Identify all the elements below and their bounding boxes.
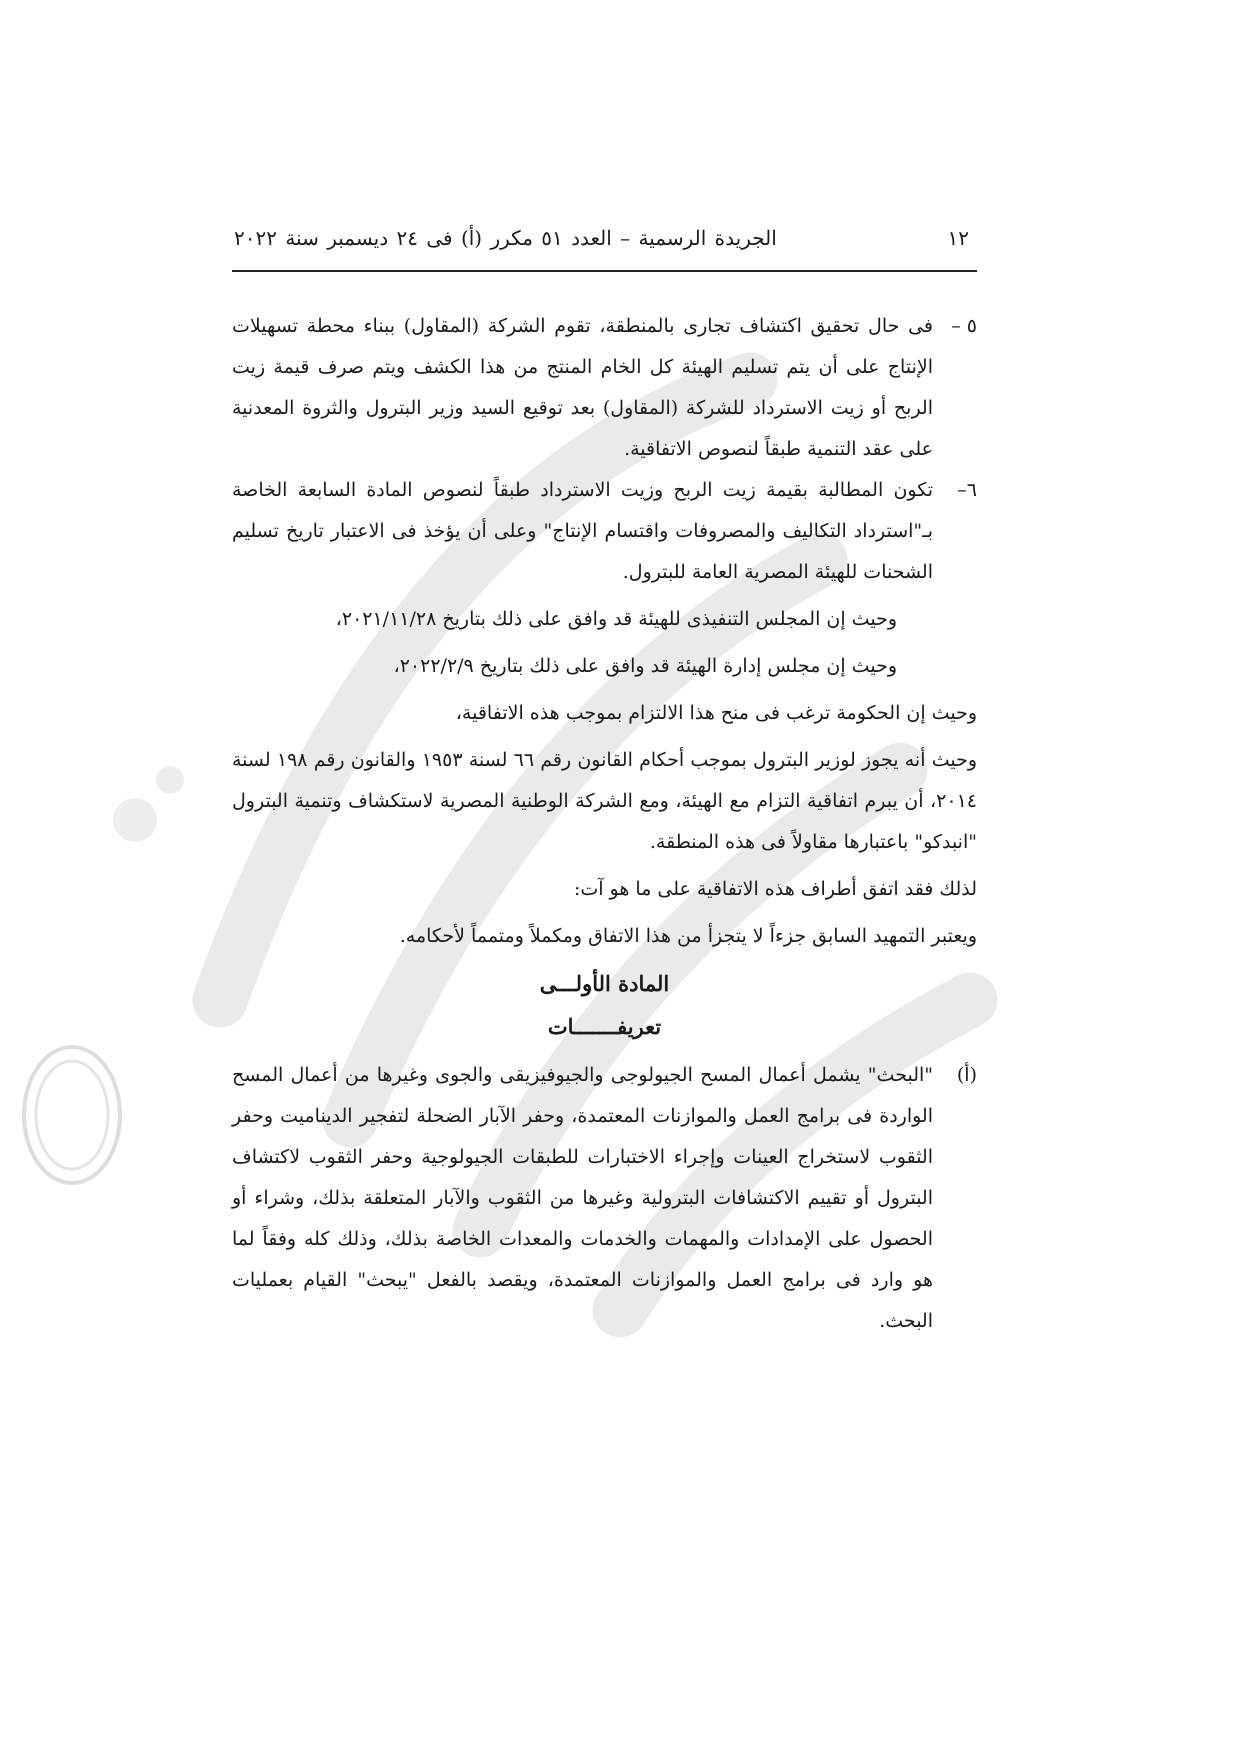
definitions-heading: تعريفـــــــات [547, 1014, 662, 1039]
paragraph-board-approval: وحيث إن مجلس إدارة الهيئة قد وافق على ذلك بتاريخ ٢٠٢٢/٢/٩، [393, 655, 897, 677]
numbered-item-6 [232, 470, 977, 593]
paragraph-preamble: ويعتبر التمهيد السابق جزءاً لا يتجزأ من هذا الاتفاق ومكملاً ومتمماً لأحكامه. [399, 925, 977, 947]
document-body [232, 306, 977, 1342]
paragraph-executive-approval: وحيث إن المجلس التنفيذى للهيئة قد وافق على ذلك بتاريخ ٢٠٢١/١١/٢٨، [335, 608, 897, 630]
item-text: "البحث" يشمل أعمال المسح الجيولوجى والجيوفيزيقى والجوى وغيرها من أعمال المسح الواردة فى برامج العمل والموازنات المعتمدة، وحفر الآبار الضحلة لتفجير الديناميت وحفر الثقوب لاستخراج العينات وإجراء الاختبارات للطبقات الجيولوجية وحفر الثقوب لاكتشاف البترول أو تقييم الاكتشافات البترولية وغيرها من الثقوب والآبار المتعلقة بذلك، وشراء أو الحصول على الإمدادات والمهمات والخدمات والمعدات الخاصة بذلك، وذلك كله وفقاً لما هو وارد فى برامج العمل والموازنات المعتمدة، ويقصد بالفعل "يبحث" القيام بعمليات البحث. [232, 1064, 933, 1332]
item-number: (أ) [956, 1064, 977, 1086]
seal-watermark [12, 1040, 122, 1190]
item-text: فى حال تحقيق اكتشاف تجارى بالمنطقة، تقوم الشركة (المقاول) ببناء محطة تسهيلات الإنتاج على أن يتم تسليم الهيئة كل الخام المنتج من هذا الكشف ويتم صرف قيمة زيت الربح أو زيت الاسترداد للشركة (المقاول) بعد توقيع السيد وزير البترول والثروة المعدنية على عقد التنمية طبقاً لنصوص الاتفاقية. [232, 315, 933, 460]
page-header [232, 226, 977, 272]
definition-item-a [232, 1055, 977, 1342]
item-number: ٥ – [951, 315, 977, 337]
paragraph-legal-basis: وحيث أنه يجوز لوزير البترول بموجب أحكام القانون رقم ٦٦ لسنة ١٩٥٣ والقانون رقم ١٩٨ لسنة ٢٠١٤، أن يبرم اتفاقية التزام مع الهيئة، ومع الشركة الوطنية المصرية لاستكشاف وتنمية البترول "انبدكو" باعتبارها مقاولاً فى هذه المنطقة. [232, 749, 978, 853]
item-text: تكون المطالبة بقيمة زيت الربح وزيت الاسترداد طبقاً لنصوص المادة السابعة الخاصة بـ"استرداد التكاليف والمصروفات واقتسام الإنتاج" وعلى أن يؤخذ فى الاعتبار تاريخ تسليم الشحنات للهيئة المصرية العامة للبترول. [232, 479, 933, 583]
paragraph-government-intent: وحيث إن الحكومة ترغب فى منح هذا الالتزام بموجب هذه الاتفاقية، [455, 702, 977, 724]
gazette-title: الجريدة الرسمية – العدد ٥١ مكرر (أ) فى ٢٤ ديسمبر سنة ٢٠٢٢ [234, 226, 777, 250]
article-heading: المادة الأولـــى [539, 971, 670, 996]
paragraph-agreement: لذلك فقد اتفق أطراف هذه الاتفاقية على ما هو آت: [573, 878, 977, 900]
item-number: ٦– [957, 479, 977, 501]
numbered-item-5 [232, 306, 977, 470]
document-page [232, 0, 977, 1754]
page-number: ١٢ [947, 226, 969, 250]
